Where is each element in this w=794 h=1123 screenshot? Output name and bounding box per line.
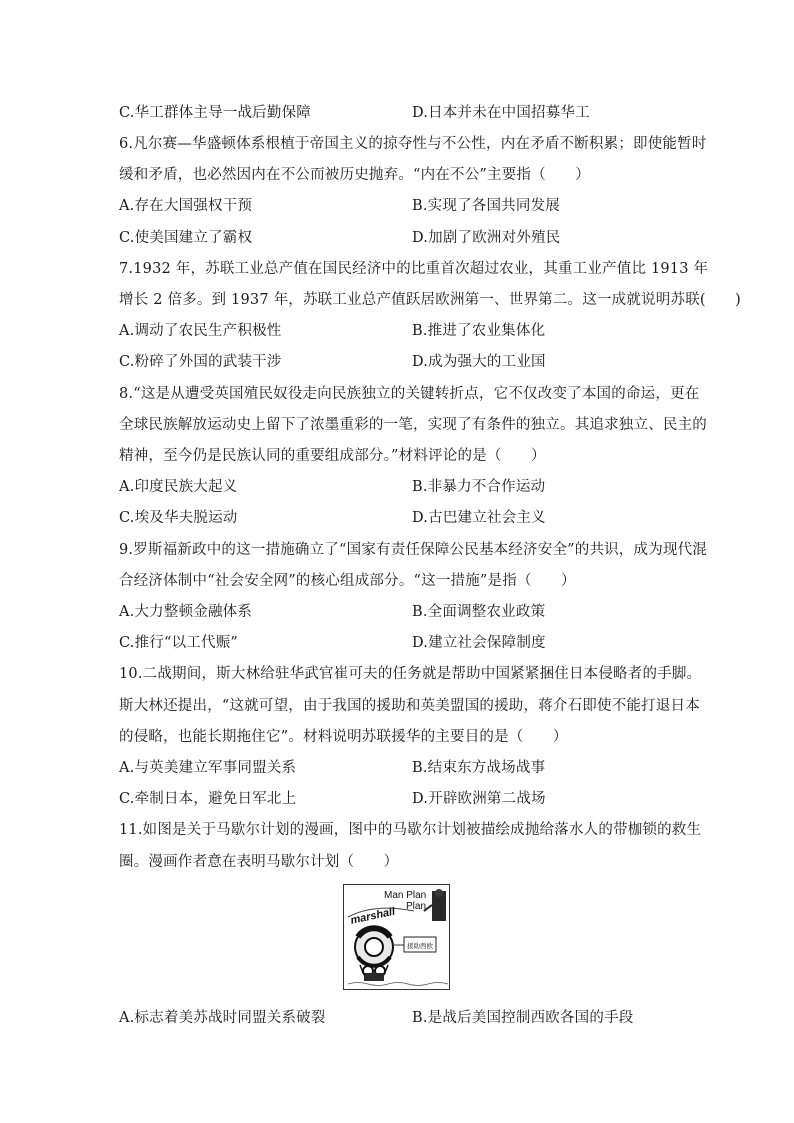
life-ring-icon (355, 928, 393, 966)
q11-stem-line1: 11.如图是关于马歇尔计划的漫画，图中的马歇尔计划被描绘成抛给落水人的带枷锁的救生 (119, 822, 702, 838)
q6-option-a[interactable]: A.存在大国强权干预 (119, 198, 253, 214)
q10-option-a[interactable]: A.与英美建立军事同盟关系 (119, 760, 297, 776)
q6-option-c[interactable]: C.使美国建立了霸权 (119, 230, 253, 246)
q8-option-c[interactable]: C.埃及华夫脱运动 (119, 510, 238, 526)
q8-option-b[interactable]: B.非暴力不合作运动 (412, 479, 546, 495)
q9-option-d[interactable]: D.建立社会保障制度 (412, 635, 546, 651)
q9-option-c[interactable]: C.推行“以工代赈” (119, 635, 239, 651)
q8-option-d[interactable]: D.古巴建立社会主义 (412, 510, 546, 526)
q5-option-c[interactable]: C.华工群体主导一战后勤保障 (119, 105, 311, 121)
q8-stem-line3: 精神，至今仍是民族认同的重要组成部分。”材料评论的是（ ） (119, 448, 546, 464)
q9-stem-line2: 合经济体制中“社会安全网”的核心组成部分。“这一措施”是指（ ） (119, 573, 576, 589)
q11-option-a[interactable]: A.标志着美苏战时同盟关系破裂 (119, 1010, 326, 1026)
q8-stem-line1: 8.“这是从遭受英国殖民奴役走向民族独立的关键转折点，它不仅改变了本国的命运，更在 (119, 386, 700, 402)
cartoon-drawing (344, 885, 450, 990)
q10-option-c[interactable]: C.牵制日本，避免日军北上 (119, 791, 297, 807)
q6-stem-line2: 缓和矛盾，也必然因内在不公而被历史抛弃。“内在不公”主要指（ ） (119, 167, 590, 183)
marshall-plan-cartoon (343, 884, 450, 990)
q7-option-b[interactable]: B.推进了农业集体化 (412, 323, 546, 339)
cartoon-caption-line2: Plan (406, 901, 427, 912)
q10-option-b[interactable]: B.结束东方战场战事 (412, 760, 546, 776)
q6-stem-line1: 6.凡尔赛—华盛顿体系根植于帝国主义的掠夺性与不公性，内在矛盾不断积累；即使能暂时 (119, 136, 707, 152)
q11-stem-line2: 圈。漫画作者意在表明马歇尔计划（ ） (119, 854, 399, 870)
q10-stem-line2: 斯大林还提出，“这就可望，由于我国的援助和英美盟国的援助，蒋介石即使不能打退日本 (119, 698, 700, 714)
q7-stem-line2: 增长 2 倍多。到 1937 年，苏联工业总产值跃居欧洲第一、世界第二。这一成就说明苏联( ) (119, 292, 741, 308)
q6-option-b[interactable]: B.实现了各国共同发展 (412, 198, 560, 214)
thrower-figure (424, 889, 446, 921)
q10-stem-line1: 10.二战期间，斯大林给驻华武官崔可夫的任务就是帮助中国紧紧捆住日本侵略者的手脚。 (119, 666, 702, 682)
q7-stem-line1: 7.1932 年，苏联工业总产值在国民经济中的比重首次超过农业，其重工业产值比 1913 年 (119, 261, 709, 277)
q9-option-b[interactable]: B.全面调整农业政策 (412, 604, 546, 620)
q7-option-a[interactable]: A.调动了农民生产积极性 (119, 323, 282, 339)
q6-option-d[interactable]: D.加剧了欧洲对外殖民 (412, 230, 561, 246)
cartoon-sign-text: 援助西欧 (407, 943, 433, 950)
cartoon-ring-label: marshall (349, 905, 397, 927)
q7-option-c[interactable]: C.粉碎了外国的武装干涉 (119, 354, 282, 370)
q5-option-d[interactable]: D.日本并未在中国招募华工 (412, 105, 590, 121)
q10-stem-line3: 的侵略，也能长期拖住它”。材料说明苏联援华的主要目的是（ ） (119, 729, 568, 745)
q11-option-b[interactable]: B.是战后美国控制西欧各国的手段 (412, 1010, 634, 1026)
q8-stem-line2: 全球民族解放运动史上留下了浓墨重彩的一笔，实现了有条件的独立。其追求独立、民主的 (119, 417, 707, 433)
q9-stem-line1: 9.罗斯福新政中的这一措施确立了“国家有责任保障公民基本经济安全”的共识，成为现代混 (119, 542, 708, 558)
q9-option-a[interactable]: A.大力整顿金融体系 (119, 604, 253, 620)
q7-option-d[interactable]: D.成为强大的工业国 (412, 354, 546, 370)
cartoon-caption-line1: Man Plan (384, 890, 427, 901)
q8-option-a[interactable]: A.印度民族大起义 (119, 479, 238, 495)
q10-option-d[interactable]: D.开辟欧洲第二战场 (412, 791, 546, 807)
